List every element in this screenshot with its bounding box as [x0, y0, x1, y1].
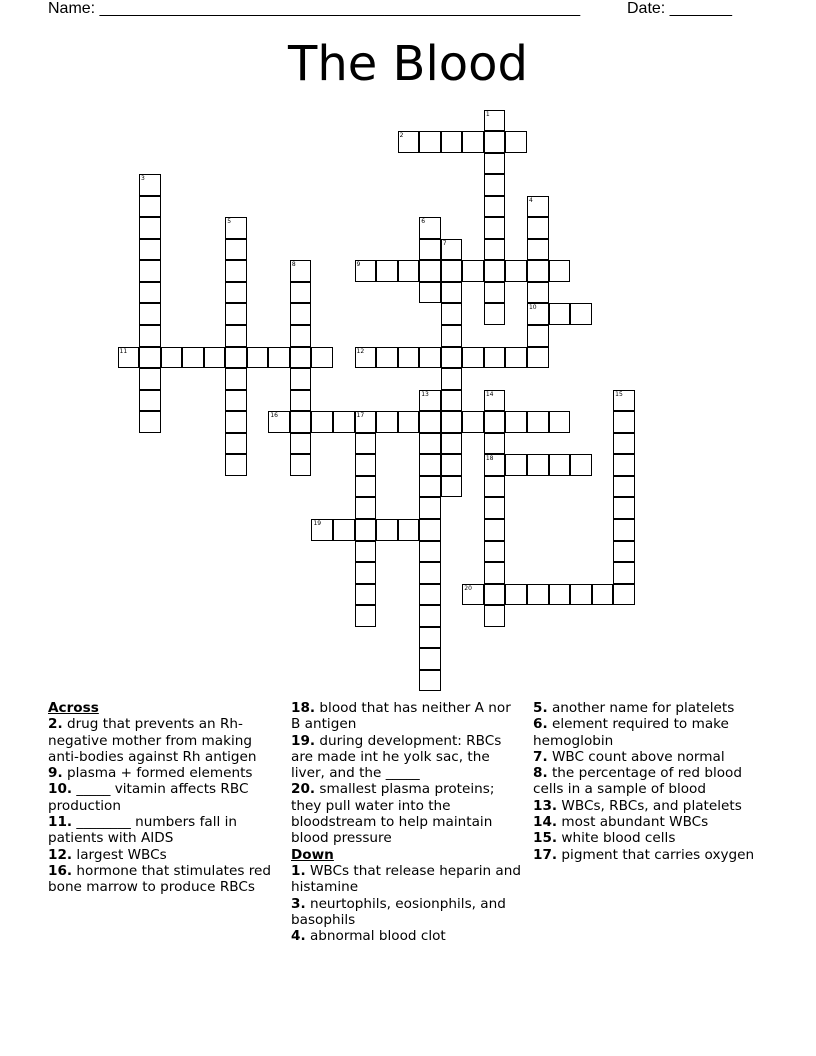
grid-cell[interactable]: [290, 260, 312, 282]
grid-cell[interactable]: [398, 411, 420, 433]
grid-cell[interactable]: [484, 217, 506, 239]
grid-cell[interactable]: [355, 433, 377, 455]
grid-cell[interactable]: [484, 174, 506, 196]
grid-cell[interactable]: [355, 260, 377, 282]
grid-cell[interactable]: [613, 454, 635, 476]
page-title: The Blood: [288, 36, 528, 92]
grid-cell[interactable]: [139, 325, 161, 347]
grid-cell[interactable]: [311, 411, 333, 433]
across-clue-19: 19. during development: RBCs are made int he yolk sac, the liver, and the _____: [291, 732, 502, 782]
grid-cell[interactable]: [355, 605, 377, 627]
grid-cell[interactable]: [419, 454, 441, 476]
grid-cell[interactable]: [484, 196, 506, 218]
grid-cell[interactable]: [462, 347, 484, 369]
grid-cell[interactable]: [225, 368, 247, 390]
grid-cell[interactable]: [505, 411, 527, 433]
clues-column-2: [291, 700, 523, 944]
grid-cell[interactable]: [441, 260, 463, 282]
clue-number: 20: [464, 584, 472, 592]
across-clue-11: 11. ________ numbers fall in patients with AIDS: [48, 814, 237, 847]
grid-cell[interactable]: [613, 584, 635, 606]
grid-cell[interactable]: [290, 325, 312, 347]
grid-cell[interactable]: [613, 541, 635, 563]
grid-cell[interactable]: [419, 497, 441, 519]
grid-cell[interactable]: [549, 584, 571, 606]
grid-cell[interactable]: [527, 260, 549, 282]
grid-cell[interactable]: [462, 131, 484, 153]
grid-cell[interactable]: [290, 282, 312, 304]
down-clue-3: 3. neurtophils, eosionphils, and basophils: [291, 895, 506, 928]
grid-cell[interactable]: [419, 476, 441, 498]
across-clue-2: 2. drug that prevents an Rh-negative mother from making anti-bodies against Rh antigen: [48, 716, 257, 765]
down-clue-6: 6. element required to make hemoglobin: [533, 716, 729, 749]
grid-cell[interactable]: [527, 239, 549, 261]
grid-cell[interactable]: [290, 411, 312, 433]
grid-cell[interactable]: [441, 476, 463, 498]
grid-cell[interactable]: [527, 303, 549, 325]
grid-cell[interactable]: [484, 562, 506, 584]
clue-number: 15: [615, 390, 623, 398]
clue-number: 13: [421, 390, 429, 398]
grid-cell[interactable]: [484, 541, 506, 563]
grid-cell[interactable]: [290, 433, 312, 455]
across-clue-10: 10. _____ vitamin affects RBC production: [48, 781, 249, 814]
grid-cell[interactable]: [290, 303, 312, 325]
grid-cell[interactable]: [139, 174, 161, 196]
clue-number: 8: [291, 261, 296, 269]
grid-cell[interactable]: [419, 239, 441, 261]
grid-cell[interactable]: [484, 110, 506, 132]
clues-column-3: [533, 700, 773, 863]
grid-cell[interactable]: [355, 519, 377, 541]
grid-cell[interactable]: [376, 519, 398, 541]
grid-cell[interactable]: [355, 476, 377, 498]
grid-cell[interactable]: [527, 454, 549, 476]
grid-cell[interactable]: [484, 303, 506, 325]
grid-cell[interactable]: [290, 454, 312, 476]
grid-cell[interactable]: [139, 260, 161, 282]
grid-cell[interactable]: [139, 411, 161, 433]
across-clue-12: 12. largest WBCs: [48, 846, 167, 863]
grid-cell[interactable]: [419, 605, 441, 627]
grid-cell[interactable]: [118, 347, 140, 369]
grid-cell[interactable]: [225, 454, 247, 476]
grid-cell[interactable]: [419, 627, 441, 649]
grid-cell[interactable]: [290, 368, 312, 390]
clue-number: 17: [356, 412, 365, 420]
grid-cell[interactable]: [225, 433, 247, 455]
grid-cell[interactable]: [419, 347, 441, 369]
grid-cell[interactable]: [398, 260, 420, 282]
grid-cell[interactable]: [484, 390, 506, 412]
down-heading: Down: [291, 846, 334, 863]
clue-number: 2: [399, 132, 404, 140]
grid-cell[interactable]: [505, 131, 527, 153]
grid-cell[interactable]: [462, 260, 484, 282]
grid-cell[interactable]: [592, 584, 614, 606]
grid-cell[interactable]: [484, 153, 506, 175]
grid-cell[interactable]: [355, 541, 377, 563]
grid-cell[interactable]: [527, 282, 549, 304]
grid-cell[interactable]: [527, 196, 549, 218]
grid-cell[interactable]: [505, 454, 527, 476]
grid-cell[interactable]: [613, 476, 635, 498]
grid-cell[interactable]: [613, 497, 635, 519]
grid-cell[interactable]: [570, 584, 592, 606]
grid-cell[interactable]: [355, 497, 377, 519]
clue-number: 18: [485, 455, 494, 463]
grid-cell[interactable]: [225, 217, 247, 239]
grid-cell[interactable]: [549, 411, 571, 433]
grid-cell[interactable]: [570, 303, 592, 325]
grid-cell[interactable]: [484, 605, 506, 627]
date-field[interactable]: Date: _______: [627, 0, 732, 17]
grid-cell[interactable]: [311, 519, 333, 541]
grid-cell[interactable]: [462, 584, 484, 606]
grid-cell[interactable]: [484, 411, 506, 433]
grid-cell[interactable]: [484, 454, 506, 476]
clue-number: 10: [528, 304, 537, 312]
grid-cell[interactable]: [355, 347, 377, 369]
across-clue-18: 18. blood that has neither A nor B antigen: [291, 700, 511, 733]
grid-cell[interactable]: [268, 347, 290, 369]
clue-number: 9: [356, 261, 361, 269]
clue-number: 6: [421, 218, 426, 226]
grid-cell[interactable]: [139, 217, 161, 239]
grid-cell[interactable]: [484, 476, 506, 498]
grid-cell[interactable]: [484, 584, 506, 606]
grid-cell[interactable]: [527, 325, 549, 347]
grid-cell[interactable]: [419, 562, 441, 584]
grid-cell[interactable]: [484, 131, 506, 153]
grid-cell[interactable]: [441, 433, 463, 455]
grid-cell[interactable]: [613, 562, 635, 584]
grid-cell[interactable]: [355, 584, 377, 606]
grid-cell[interactable]: [225, 347, 247, 369]
grid-cell[interactable]: [419, 217, 441, 239]
grid-cell[interactable]: [290, 390, 312, 412]
grid-cell[interactable]: [549, 260, 571, 282]
grid-cell[interactable]: [398, 519, 420, 541]
grid-cell[interactable]: [419, 390, 441, 412]
grid-cell[interactable]: [225, 325, 247, 347]
name-field[interactable]: Name: ______________________________________________________: [48, 0, 581, 17]
grid-cell[interactable]: [527, 217, 549, 239]
grid-cell[interactable]: [225, 282, 247, 304]
grid-cell[interactable]: [204, 347, 226, 369]
grid-cell[interactable]: [139, 347, 161, 369]
grid-cell[interactable]: [419, 648, 441, 670]
clue-number: 5: [227, 218, 232, 226]
clue-number: 11: [119, 347, 128, 355]
grid-cell[interactable]: [613, 390, 635, 412]
grid-cell[interactable]: [139, 303, 161, 325]
grid-cell[interactable]: [484, 497, 506, 519]
down-clue-4: 4. abnormal blood clot: [291, 928, 446, 945]
grid-cell[interactable]: [441, 454, 463, 476]
grid-cell[interactable]: [139, 196, 161, 218]
clue-number: 1: [485, 110, 490, 118]
grid-cell[interactable]: [376, 347, 398, 369]
grid-cell[interactable]: [441, 303, 463, 325]
clue-number: 19: [313, 519, 322, 527]
grid-cell[interactable]: [333, 411, 355, 433]
grid-cell[interactable]: [139, 390, 161, 412]
down-clue-17: 17. pigment that carries oxygen: [533, 846, 755, 863]
across-heading: Across: [48, 700, 99, 716]
grid-cell[interactable]: [441, 282, 463, 304]
clue-number: 14: [485, 390, 494, 398]
down-clue-14: 14. most abundant WBCs: [533, 814, 709, 831]
grid-cell[interactable]: [441, 239, 463, 261]
grid-cell[interactable]: [484, 282, 506, 304]
grid-cell[interactable]: [419, 282, 441, 304]
grid-cell[interactable]: [247, 347, 269, 369]
grid-cell[interactable]: [225, 390, 247, 412]
grid-cell[interactable]: [290, 347, 312, 369]
grid-cell[interactable]: [139, 239, 161, 261]
grid-cell[interactable]: [225, 303, 247, 325]
grid-cell[interactable]: [484, 347, 506, 369]
grid-cell[interactable]: [484, 519, 506, 541]
across-clue-20: 20. smallest plasma proteins; they pull water into the bloodstream to help maintain blood pressure: [291, 781, 495, 847]
grid-cell[interactable]: [613, 433, 635, 455]
grid-cell[interactable]: [613, 411, 635, 433]
grid-cell[interactable]: [549, 303, 571, 325]
grid-cell[interactable]: [441, 325, 463, 347]
clues-column-1: [48, 700, 280, 896]
grid-cell[interactable]: [355, 411, 377, 433]
grid-cell[interactable]: [505, 260, 527, 282]
clue-number: 16: [270, 412, 278, 420]
grid-cell[interactable]: [161, 347, 183, 369]
down-clue-15: 15. white blood cells: [533, 830, 676, 847]
grid-cell[interactable]: [441, 368, 463, 390]
grid-cell[interactable]: [376, 260, 398, 282]
grid-cell[interactable]: [355, 454, 377, 476]
grid-cell[interactable]: [225, 411, 247, 433]
down-clue-8: 8. the percentage of red blood cells in a sample of blood: [533, 765, 742, 798]
grid-cell[interactable]: [462, 411, 484, 433]
grid-cell[interactable]: [527, 411, 549, 433]
grid-cell[interactable]: [484, 260, 506, 282]
grid-cell[interactable]: [419, 519, 441, 541]
grid-cell[interactable]: [505, 584, 527, 606]
grid-cell[interactable]: [549, 454, 571, 476]
grid-cell[interactable]: [419, 260, 441, 282]
grid-cell[interactable]: [441, 347, 463, 369]
grid-cell[interactable]: [484, 433, 506, 455]
across-clue-9: 9. plasma + formed elements: [48, 765, 253, 782]
clue-number: 3: [141, 175, 145, 183]
grid-cell[interactable]: [225, 260, 247, 282]
grid-cell[interactable]: [419, 433, 441, 455]
grid-cell[interactable]: [268, 411, 290, 433]
clue-number: 7: [442, 239, 447, 247]
grid-cell[interactable]: [139, 282, 161, 304]
grid-cell[interactable]: [441, 131, 463, 153]
grid-cell[interactable]: [419, 411, 441, 433]
grid-cell[interactable]: [419, 584, 441, 606]
grid-cell[interactable]: [419, 670, 441, 692]
grid-cell[interactable]: [398, 347, 420, 369]
down-clue-1: 1. WBCs that release heparin and histamine: [291, 862, 522, 896]
grid-cell[interactable]: [419, 541, 441, 563]
grid-cell[interactable]: [333, 519, 355, 541]
down-clue-5: 5. another name for platelets: [533, 700, 735, 716]
down-clue-13: 13. WBCs, RBCs, and platelets: [533, 797, 742, 814]
grid-cell[interactable]: [139, 368, 161, 390]
grid-cell[interactable]: [527, 584, 549, 606]
across-clue-16: 16. hormone that stimulates red bone marrow to produce RBCs: [48, 862, 272, 896]
grid-cell[interactable]: [527, 347, 549, 369]
grid-cell[interactable]: [441, 390, 463, 412]
grid-cell[interactable]: [484, 239, 506, 261]
grid-cell[interactable]: [570, 454, 592, 476]
grid-cell[interactable]: [355, 562, 377, 584]
clue-number: 12: [356, 347, 365, 355]
grid-cell[interactable]: [311, 347, 333, 369]
grid-cell[interactable]: [419, 131, 441, 153]
grid-cell[interactable]: [505, 347, 527, 369]
grid-cell[interactable]: [376, 411, 398, 433]
clue-number: 4: [528, 196, 533, 204]
grid-cell[interactable]: [225, 239, 247, 261]
grid-cell[interactable]: [398, 131, 420, 153]
down-clue-7: 7. WBC count above normal: [533, 748, 725, 765]
grid-cell[interactable]: [613, 519, 635, 541]
grid-cell[interactable]: [441, 411, 463, 433]
grid-cell[interactable]: [182, 347, 204, 369]
